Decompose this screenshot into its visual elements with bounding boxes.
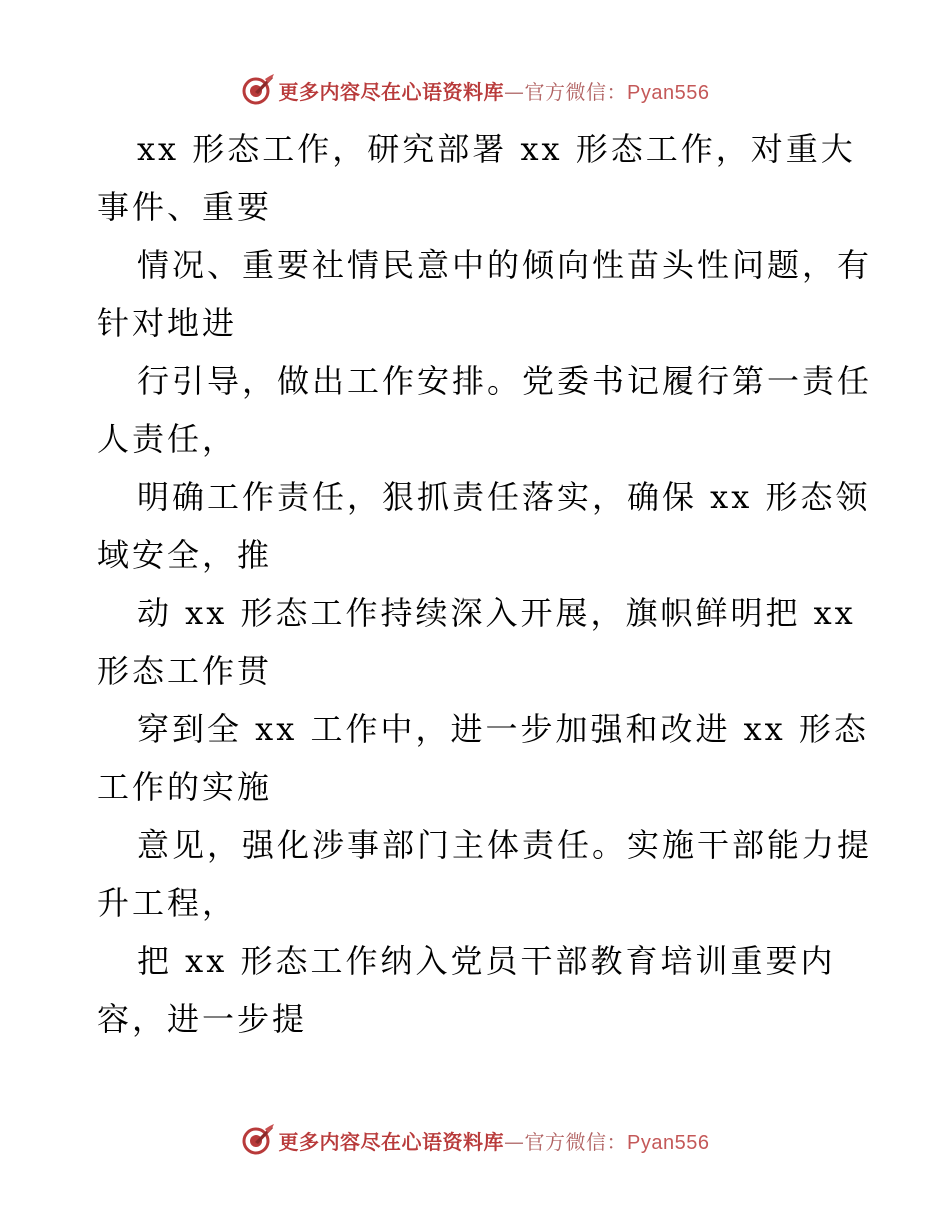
footer-watermark [0, 1120, 950, 1160]
paragraph [97, 700, 869, 816]
watermark-wechat-id: Pyan556 [627, 81, 710, 104]
paragraph-line: 域安全，推 [97, 536, 273, 574]
paragraph-line: 意见，强化涉事部门主体责任。实施干部能力提 [137, 826, 873, 864]
paragraph-line: 事件、重要 [97, 188, 273, 226]
watermark-official-label: 官方微信： [524, 1129, 628, 1154]
quill-logo-icon [241, 1123, 275, 1157]
paragraph [97, 584, 857, 700]
paragraph-line: 工作的实施 [97, 768, 273, 806]
paragraph-line: 针对地进 [97, 304, 238, 342]
paragraph-line: 把 xx 形态工作纳入党员干部教育培训重要内 [137, 942, 836, 980]
paragraph [97, 468, 871, 584]
watermark-official-label: 官方微信： [524, 79, 628, 104]
document-body [97, 120, 873, 1048]
paragraph-line: 穿到全 xx 工作中，进一步加强和改进 xx 形态 [137, 710, 869, 748]
watermark-brand: 更多内容尽在心语资料库 [278, 1129, 505, 1154]
watermark-wechat-id: Pyan556 [627, 1131, 710, 1154]
paragraph [97, 932, 857, 1048]
paragraph-line: 行引导，做出工作安排。党委书记履行第一责任 [137, 362, 873, 400]
watermark-text [279, 1126, 710, 1155]
watermark-brand: 更多内容尽在心语资料库 [278, 79, 505, 104]
paragraph-line: 容，进一步提 [97, 1000, 308, 1038]
watermark-text [279, 76, 710, 105]
paragraph [97, 236, 873, 352]
header-watermark [0, 70, 950, 110]
paragraph-line: 升工程， [97, 884, 238, 922]
paragraph-line: 情况、重要社情民意中的倾向性苗头性问题，有 [137, 246, 873, 284]
watermark-separator: — [504, 1129, 525, 1154]
paragraph-line: 动 xx 形态工作持续深入开展，旗帜鲜明把 xx [137, 594, 856, 632]
quill-logo-icon [241, 73, 275, 107]
paragraph-line: 形态工作贯 [97, 652, 273, 690]
paragraph-line: 人责任， [97, 420, 238, 458]
paragraph [97, 352, 873, 468]
paragraph [97, 120, 857, 236]
watermark-separator: — [504, 79, 525, 104]
paragraph-line: 明确工作责任，狠抓责任落实，确保 xx 形态领 [137, 478, 871, 516]
paragraph-line: xx 形态工作，研究部署 xx 形态工作，对重大 [137, 130, 856, 168]
paragraph [97, 816, 873, 932]
